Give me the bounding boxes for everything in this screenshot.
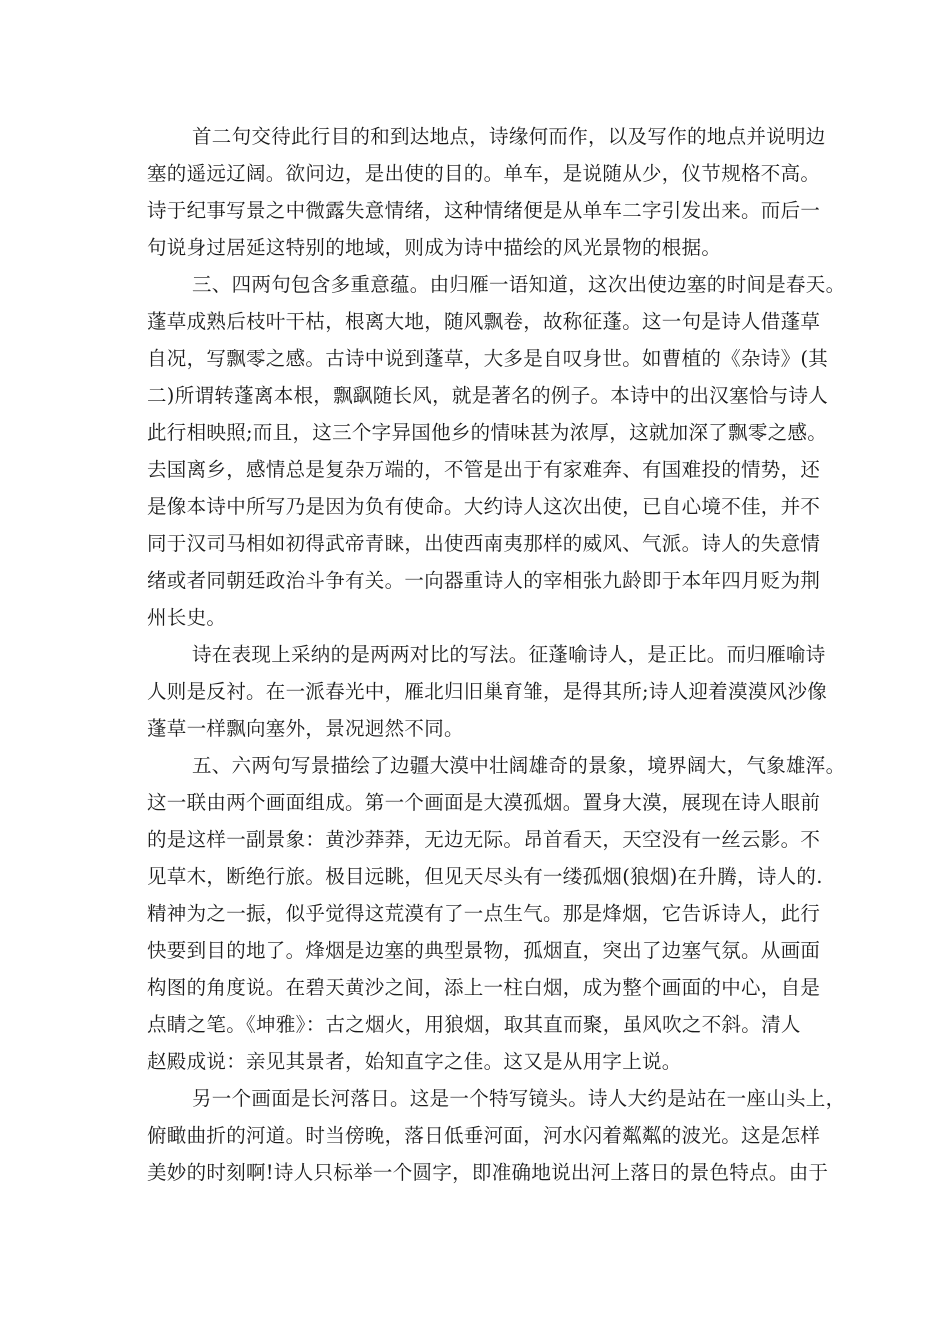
- text-line: [0, 192, 950, 230]
- text-line-content: 州长史。: [147, 606, 227, 629]
- text-line: [0, 155, 950, 193]
- text-line: [0, 303, 950, 341]
- text-line: [0, 1080, 950, 1118]
- text-line: [0, 747, 950, 785]
- text-line: [0, 118, 950, 156]
- text-line: [0, 673, 950, 711]
- text-line: [0, 525, 950, 563]
- text-line-content: 赵殿成说：亲见其景者，始知直字之佳。这又是从用字上说。: [147, 1050, 682, 1073]
- text-line-content: 二)所谓转蓬离本根，飘飖随长风，就是著名的例子。本诗中的出汉塞恰与诗人: [147, 384, 829, 407]
- text-line-content: 的是这样一副景象：黄沙莽莽，无边无际。昂首看天，天空没有一丝云影。不: [147, 828, 821, 851]
- text-line-content: 自况，写飘零之感。古诗中说到蓬草，大多是自叹身世。如曹植的《杂诗》(其: [147, 347, 829, 370]
- text-line-content: 去国离乡，感情总是复杂万端的，不管是出于有家难奔、有国难投的情势，还: [147, 458, 821, 481]
- text-line-content: 此行相映照;而且，这三个字异国他乡的情味甚为浓厚，这就加深了飘零之感。: [147, 421, 828, 444]
- text-line-content: 首二句交待此行目的和到达地点，诗缘何而作，以及写作的地点并说明边: [192, 125, 826, 148]
- text-line-content: 是像本诗中所写乃是因为负有使命。大约诗人这次出使，已自心境不佳，并不: [147, 495, 821, 518]
- text-line: [0, 229, 950, 267]
- text-line-content: 精神为之一振，似乎觉得这荒漠有了一点生气。那是烽烟，它告诉诗人，此行: [147, 902, 821, 925]
- text-line: [0, 932, 950, 970]
- text-line: [0, 1154, 950, 1192]
- text-line-content: 绪或者同朝廷政治斗争有关。一向器重诗人的宰相张九龄即于本年四月贬为荆: [147, 569, 821, 592]
- text-line-content: 快要到目的地了。烽烟是边塞的典型景物，孤烟直，突出了边塞气氛。从画面: [147, 939, 821, 962]
- text-line: [0, 1117, 950, 1155]
- text-line: [0, 414, 950, 452]
- text-line: [0, 821, 950, 859]
- text-line-content: 点睛之笔。《坤雅》：古之烟火，用狼烟，取其直而聚，虽风吹之不斜。清人: [147, 1013, 801, 1036]
- text-line: [0, 710, 950, 748]
- text-line: [0, 266, 950, 304]
- text-line: [0, 895, 950, 933]
- text-line-content: 人则是反衬。在一派春光中，雁北归旧巢育雏，是得其所;诗人迎着漠漠风沙像: [147, 680, 828, 703]
- text-line-content: 见草木，断绝行旅。极目远眺，但见天尽头有一缕孤烟(狼烟)在升腾，诗人的.: [147, 865, 823, 888]
- text-line-content: 蓬草一样飘向塞外，景况迥然不同。: [147, 717, 464, 740]
- text-line: [0, 858, 950, 896]
- text-line-content: 诗在表现上采纳的是两两对比的写法。征蓬喻诗人，是正比。而归雁喻诗: [192, 643, 826, 666]
- text-line: [0, 599, 950, 637]
- text-line-content: 美妙的时刻啊!诗人只标举一个圆字，即准确地说出河上落日的景色特点。由于: [147, 1161, 829, 1184]
- text-line-content: 俯瞰曲折的河道。时当傍晚，落日低垂河面，河水闪着粼粼的波光。这是怎样: [147, 1124, 821, 1147]
- text-line: [0, 784, 950, 822]
- text-line: [0, 636, 950, 674]
- text-line: [0, 488, 950, 526]
- text-line: [0, 1006, 950, 1044]
- text-line: [0, 377, 950, 415]
- text-line: [0, 451, 950, 489]
- text-line: [0, 969, 950, 1007]
- text-line-content: 五、六两句写景描绘了边疆大漠中壮阔雄奇的景象，境界阔大，气象雄浑。: [192, 754, 846, 777]
- text-line-content: 构图的角度说。在碧天黄沙之间，添上一柱白烟，成为整个画面的中心，自是: [147, 976, 821, 999]
- text-line-content: 三、四两句包含多重意蕴。由归雁一语知道，这次出使边塞的时间是春天。: [192, 273, 846, 296]
- text-line-content: 句说身过居延这特别的地域，则成为诗中描绘的风光景物的根据。: [147, 236, 722, 259]
- text-line-content: 塞的遥远辽阔。欲问边，是出使的目的。单车，是说随从少，仪节规格不高。: [147, 162, 821, 185]
- text-line-content: 诗于纪事写景之中微露失意情绪，这种情绪便是从单车二字引发出来。而后一: [147, 199, 821, 222]
- text-line: [0, 340, 950, 378]
- text-line: [0, 562, 950, 600]
- text-line-content: 蓬草成熟后枝叶干枯，根离大地，随风飘卷，故称征蓬。这一句是诗人借蓬草: [147, 310, 821, 333]
- text-line-content: 这一联由两个画面组成。第一个画面是大漠孤烟。置身大漠，展现在诗人眼前: [147, 791, 821, 814]
- text-line: [0, 1043, 950, 1081]
- text-line-content: 同于汉司马相如初得武帝青睐，出使西南夷那样的威风、气派。诗人的失意情: [147, 532, 821, 555]
- text-line-content: 另一个画面是长河落日。这是一个特写镜头。诗人大约是站在一座山头上，: [192, 1087, 846, 1110]
